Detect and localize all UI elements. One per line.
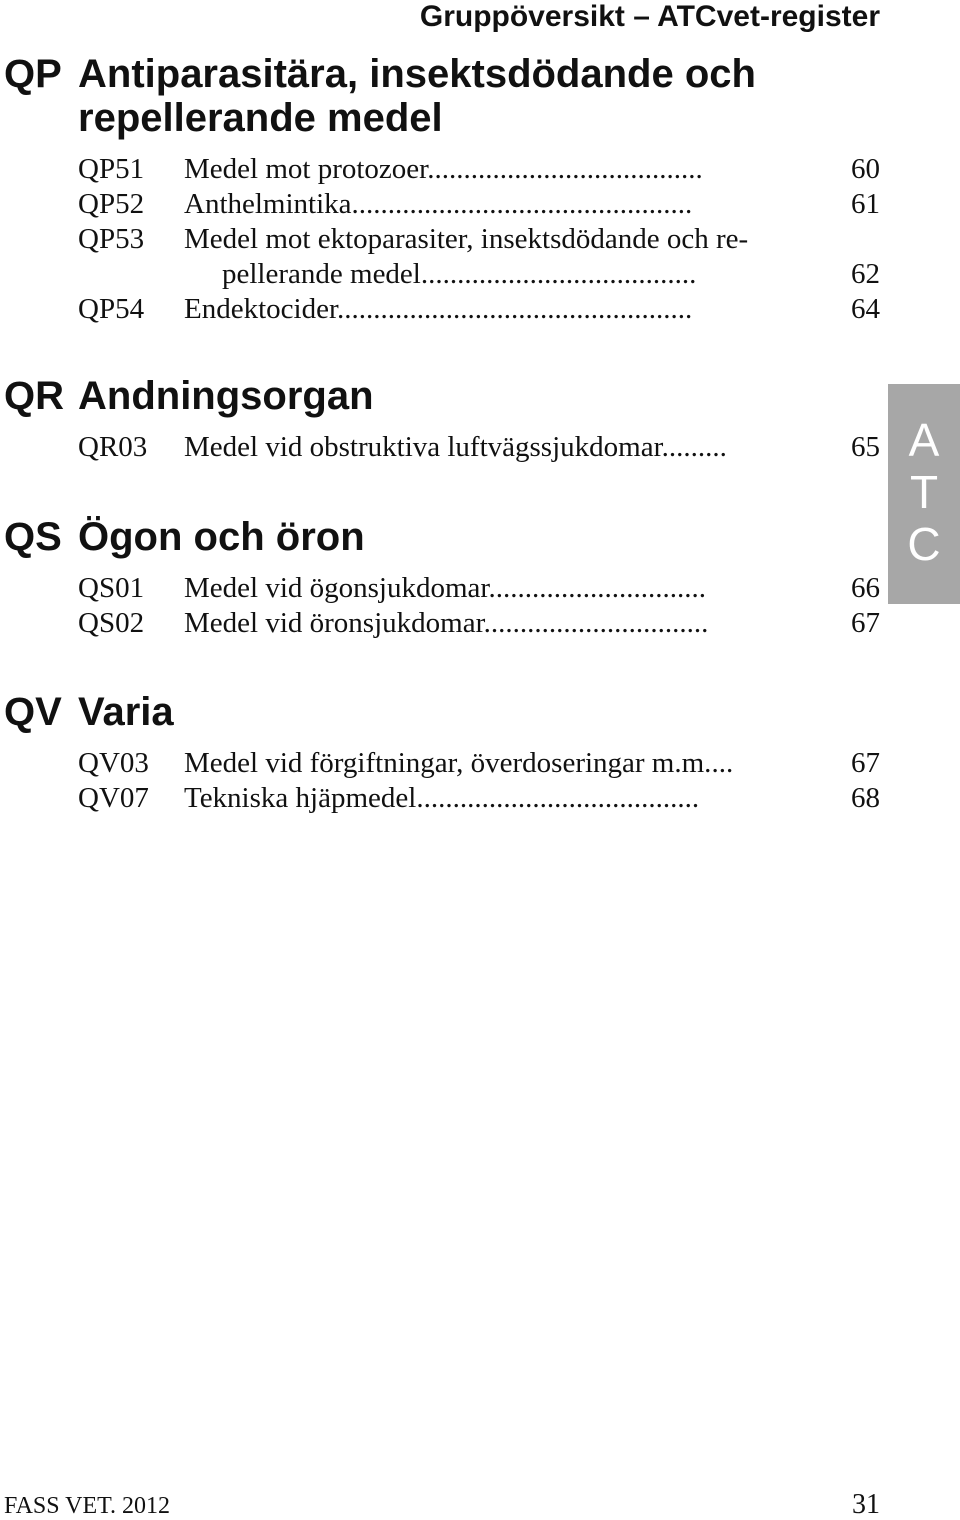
side-tab-letter-c: C: [907, 518, 941, 570]
leader-dots: .................................................: [337, 293, 693, 325]
section-code: QR: [4, 374, 64, 418]
list-item: [4, 606, 880, 641]
leader-dots: ...............................................: [351, 188, 693, 220]
entry-title: Medel mot protozoer......................................: [184, 153, 703, 185]
atc-code: QV07: [78, 782, 149, 814]
list-item: [4, 746, 880, 781]
entry-list: [4, 571, 880, 641]
list-item-continuation: [4, 257, 880, 292]
page-number: 66: [851, 572, 880, 604]
page-number: 61: [851, 188, 880, 220]
section-code: QP: [4, 52, 62, 96]
atc-code: QS02: [78, 607, 145, 639]
atc-code: QS01: [78, 572, 145, 604]
entry-title: Medel mot ektoparasiter, insektsdödande och re-: [184, 223, 749, 255]
atc-code: QV03: [78, 747, 149, 779]
leader-dots: ......................................: [420, 258, 697, 290]
section-title-line-2: repellerande medel: [78, 96, 443, 140]
list-item: [4, 222, 880, 257]
entry-list: [4, 430, 880, 465]
list-item: [4, 292, 880, 327]
atc-code: QP52: [78, 188, 145, 220]
section-heading: [4, 690, 880, 734]
footer-publication: FASS VET. 2012: [4, 1493, 171, 1519]
page-number: 62: [851, 258, 880, 290]
entry-title: Anthelmintika...............................................: [184, 188, 693, 220]
section-qr: [4, 374, 880, 465]
list-item: [4, 430, 880, 465]
leader-dots: ...: [711, 747, 734, 779]
section-qs: [4, 515, 880, 641]
section-heading: [4, 52, 880, 140]
entry-title-continuation: pellerande medel......................................: [222, 258, 697, 290]
section-qv: [4, 690, 880, 816]
page-number: 67: [851, 747, 880, 779]
page-number: 67: [851, 607, 880, 639]
leader-dots: ..............................: [488, 572, 706, 604]
section-heading: [4, 374, 880, 418]
atc-code: QP53: [78, 223, 145, 255]
section-code: QS: [4, 515, 62, 559]
entry-title: Medel vid öronsjukdomar...............................: [184, 607, 709, 639]
section-code: QV: [4, 690, 62, 734]
list-item: [4, 187, 880, 222]
section-title: Varia: [78, 690, 174, 734]
leader-dots: .......................................: [416, 782, 700, 814]
entry-title: Medel vid obstruktiva luftvägssjukdomar.........: [184, 431, 727, 463]
entry-title: Endektocider.................................................: [184, 293, 693, 325]
page-number: 64: [851, 293, 880, 325]
section-qp: [4, 52, 880, 327]
atc-side-tab: [888, 384, 960, 604]
section-title: Andningsorgan: [78, 374, 374, 418]
page-number: 68: [851, 782, 880, 814]
atc-code: QR03: [78, 431, 148, 463]
leader-dots: .........: [661, 431, 727, 463]
side-tab-letter-a: A: [908, 414, 940, 466]
entry-list: [4, 746, 880, 816]
page-number: 65: [851, 431, 880, 463]
leader-dots: ......................................: [427, 153, 703, 185]
page-number: 60: [851, 153, 880, 185]
entry-title: Medel vid ögonsjukdomar..............................: [184, 572, 706, 604]
entry-title: Medel vid förgiftningar, överdoseringar m.m....: [184, 747, 734, 779]
section-title-line-1: Antiparasitära, insektsdödande och: [78, 52, 756, 96]
list-item: [4, 781, 880, 816]
list-item: [4, 152, 880, 187]
leader-dots: ...............................: [483, 607, 709, 639]
section-heading: [4, 515, 880, 559]
atc-code: QP51: [78, 153, 145, 185]
atc-code: QP54: [78, 293, 145, 325]
page-header-title: Gruppöversikt – ATCvet-register: [419, 0, 880, 33]
section-title: Ögon och öron: [78, 515, 365, 559]
entry-list: [4, 152, 880, 327]
list-item: [4, 571, 880, 606]
footer-page-number: 31: [852, 1489, 880, 1520]
side-tab-letter-t: T: [909, 466, 939, 518]
entry-title: Tekniska hjäpmedel.......................................: [184, 782, 700, 814]
